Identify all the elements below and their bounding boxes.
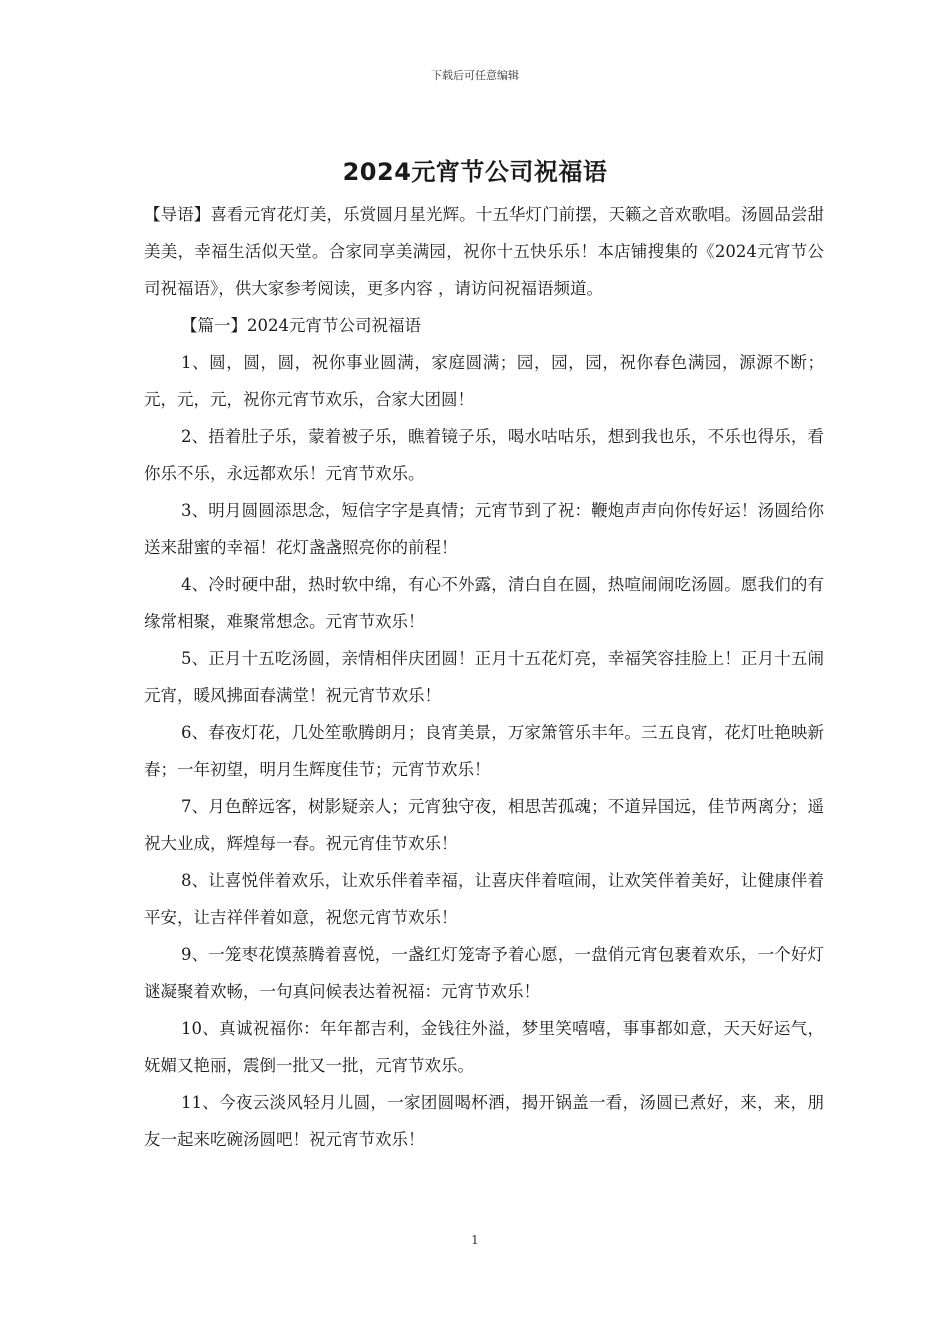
list-item: 10、真诚祝福你：年年都吉利，金钱往外溢，梦里笑嘻嘻，事事都如意，天天好运气，妩媚又艳丽，震倒一批又一批，元宵节欢乐。 xyxy=(144,1019,824,1075)
list-item: 3、明月圆圆添思念，短信字字是真情；元宵节到了祝：鞭炮声声向你传好运！汤圆给你送来甜蜜的幸福！花灯盏盏照亮你的前程！ xyxy=(144,501,824,557)
header-note: 下载后可任意编辑 xyxy=(431,69,519,82)
list-item: 2、捂着肚子乐，蒙着被子乐，瞧着镜子乐，喝水咕咕乐，想到我也乐，不乐也得乐，看你乐不乐，永远都欢乐！元宵节欢乐。 xyxy=(144,427,824,483)
list-item: 1、圆，圆，圆，祝你事业圆满，家庭圆满；园，园，园，祝你春色满园，源源不断；元，元，元，祝你元宵节欢乐，合家大团圆！ xyxy=(144,353,824,409)
list-item: 4、冷时硬中甜，热时软中绵，有心不外露，清白自在圆，热喧闹闹吃汤圆。愿我们的有缘常相聚，难聚常想念。元宵节欢乐！ xyxy=(144,575,824,631)
list-item: 9、一笼枣花馍蒸腾着喜悦，一盏红灯笼寄予着心愿，一盘俏元宵包裹着欢乐，一个好灯谜凝聚着欢畅，一句真问候表达着祝福：元宵节欢乐！ xyxy=(144,945,824,1001)
list-item: 6、春夜灯花，几处笙歌腾朗月；良宵美景，万家箫管乐丰年。三五良宵，花灯吐艳映新春；一年初望，明月生辉度佳节；元宵节欢乐！ xyxy=(144,723,824,779)
document-title: 2024元宵节公司祝福语 xyxy=(342,158,608,186)
intro-paragraph: 【导语】喜看元宵花灯美，乐赏圆月星光辉。十五华灯门前摆，天籁之音欢歌唱。汤圆品尝甜美美，幸福生活似天堂。合家同享美满园，祝你十五快乐乐！本店铺搜集的《2024元宵节公司祝福语》，供大家参考阅读，更多内容 ，请访问祝福语频道。 xyxy=(144,205,824,298)
list-item: 7、月色醉远客，树影疑亲人；元宵独守夜，相思苦孤魂；不道异国远，佳节两离分；遥祝大业成，辉煌每一春。祝元宵佳节欢乐！ xyxy=(144,797,824,853)
page-number: 1 xyxy=(471,1233,479,1247)
list-item: 5、正月十五吃汤圆，亲情相伴庆团圆！正月十五花灯亮，幸福笑容挂脸上！正月十五闹元宵，暖风拂面春满堂！祝元宵节欢乐！ xyxy=(144,649,824,705)
list-item: 8、让喜悦伴着欢乐，让欢乐伴着幸福，让喜庆伴着喧闹，让欢笑伴着美好，让健康伴着平安，让吉祥伴着如意，祝您元宵节欢乐！ xyxy=(144,871,824,927)
document-body xyxy=(144,196,824,1158)
section-heading: 【篇一】2024元宵节公司祝福语 xyxy=(181,316,421,335)
list-item: 11、今夜云淡风轻月儿圆，一家团圆喝杯酒，揭开锅盖一看，汤圆已煮好，来，来，朋友一起来吃碗汤圆吧！祝元宵节欢乐！ xyxy=(144,1093,824,1149)
